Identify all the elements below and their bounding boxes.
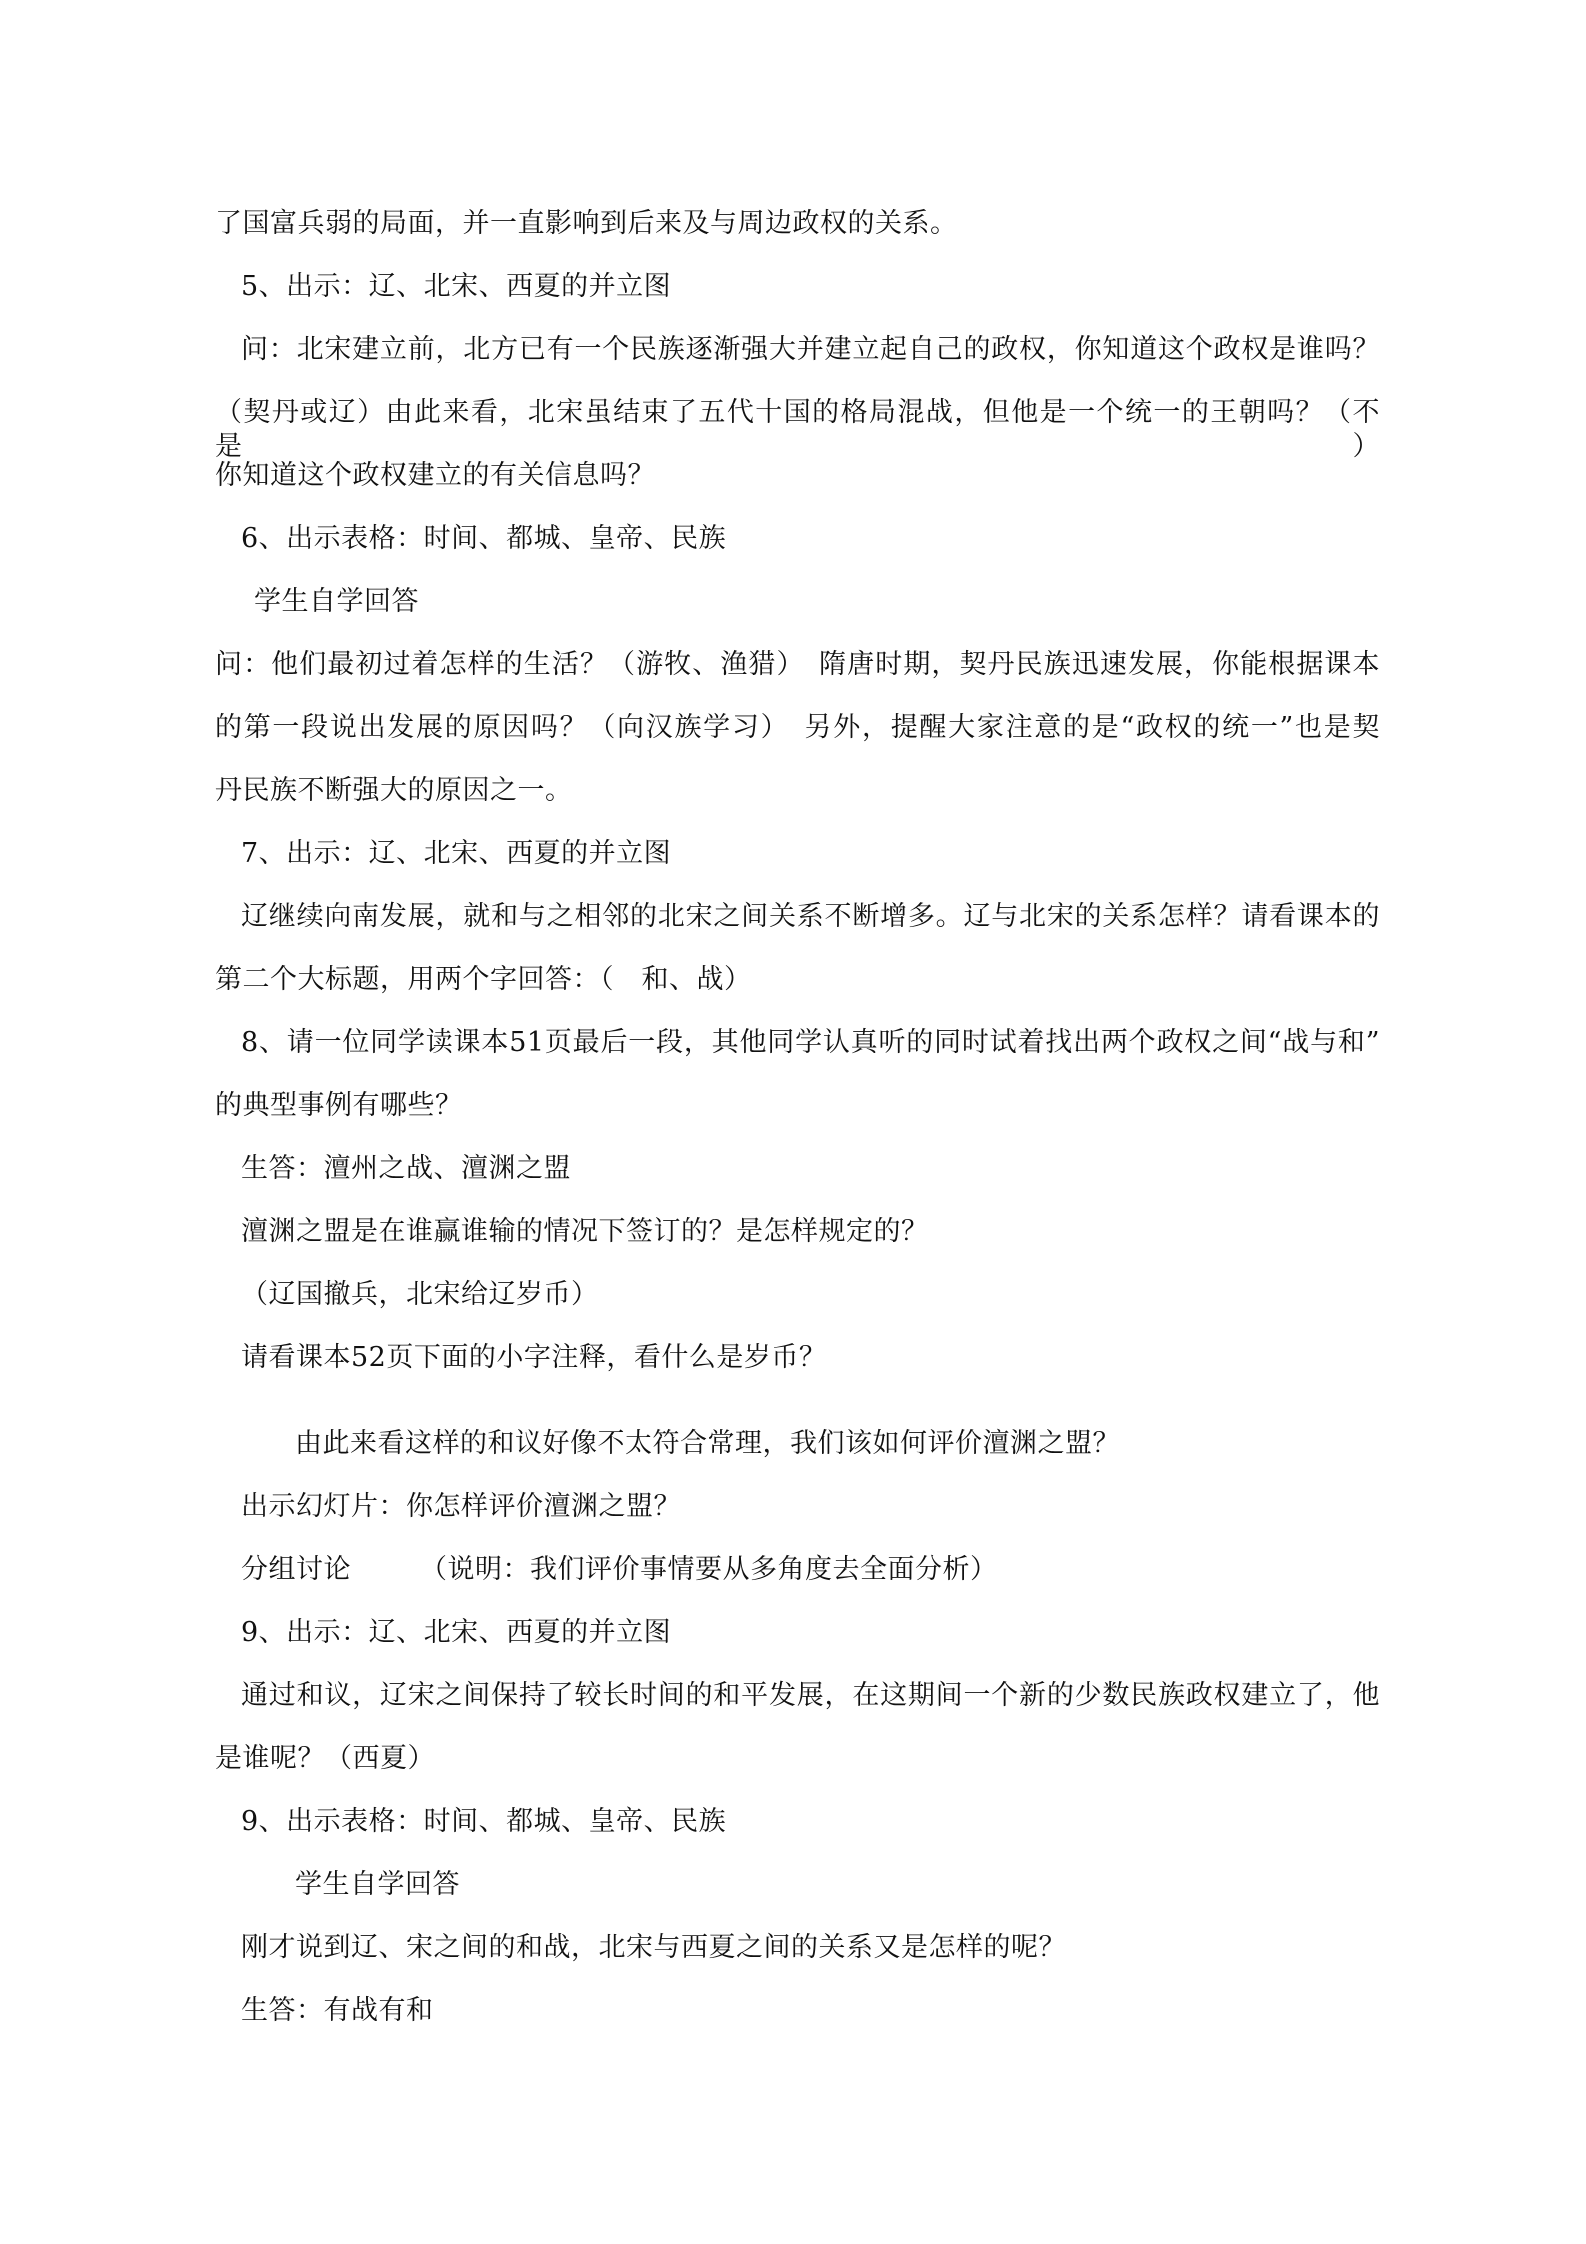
text-line: 出示幻灯片：你怎样评价澶渊之盟？ [241, 1491, 681, 1522]
text-line: 的第一段说出发展的原因吗？（向汉族学习） 另外，提醒大家注意的是“政权的统一”也是契 [215, 712, 1380, 743]
text-line: 通过和议，辽宋之间保持了较长时间的和平发展，在这期间一个新的少数民族政权建立了，他 [241, 1680, 1380, 1711]
text-line: 生答：有战有和 [241, 1995, 434, 2026]
text-line: 分组讨论 （说明：我们评价事情要从多角度去全面分析） [241, 1554, 998, 1585]
text-line: 刚才说到辽、宋之间的和战，北宋与西夏之间的关系又是怎样的呢？ [241, 1932, 1066, 1963]
text-line: （辽国撤兵，北宋给辽岁币） [241, 1279, 599, 1310]
text-line: 请看课本52页下面的小字注释，看什么是岁币？ [241, 1342, 827, 1373]
text-line: 学生自学回答 [254, 586, 419, 617]
text-line: 问：北宋建立前，北方已有一个民族逐渐强大并建立起自己的政权，你知道这个政权是谁吗？ [241, 334, 1380, 365]
text-line: 的典型事例有哪些？ [215, 1090, 463, 1121]
text-line: 7、出示：辽、北宋、西夏的并立图 [241, 838, 672, 869]
text-line: 6、出示表格：时间、都城、皇帝、民族 [241, 523, 727, 554]
text-line: 澶渊之盟是在谁赢谁输的情况下签订的？是怎样规定的？ [241, 1216, 929, 1247]
text-line: 学生自学回答 [295, 1869, 460, 1900]
text-line: 是谁呢？（西夏） [215, 1743, 435, 1774]
text-line: 5、出示：辽、北宋、西夏的并立图 [241, 271, 672, 302]
text-line: 由此来看这样的和议好像不太符合常理，我们该如何评价澶渊之盟？ [295, 1428, 1120, 1459]
text-line: 丹民族不断强大的原因之一。 [215, 775, 573, 806]
text-line: 你知道这个政权建立的有关信息吗？ [215, 460, 655, 491]
text-line: 第二个大标题，用两个字回答：（ 和、战） [215, 964, 752, 995]
text-line: 生答：澶州之战、澶渊之盟 [241, 1153, 571, 1184]
text-line: 9、出示表格：时间、都城、皇帝、民族 [241, 1806, 727, 1837]
text-line: （契丹或辽）由此来看，北宋虽结束了五代十国的格局混战，但他是一个统一的王朝吗？（不是） [215, 397, 1380, 462]
text-line: 问：他们最初过着怎样的生活？（游牧、渔猎） 隋唐时期，契丹民族迅速发展，你能根据课本 [215, 649, 1380, 680]
text-line: 8、请一位同学读课本51页最后一段，其他同学认真听的同时试着找出两个政权之间“战与和” [241, 1027, 1380, 1058]
text-line: 辽继续向南发展，就和与之相邻的北宋之间关系不断增多。辽与北宋的关系怎样？请看课本的 [241, 901, 1380, 932]
text-line: 了国富兵弱的局面，并一直影响到后来及与周边政权的关系。 [215, 208, 958, 239]
text-line: 9、出示：辽、北宋、西夏的并立图 [241, 1617, 672, 1648]
